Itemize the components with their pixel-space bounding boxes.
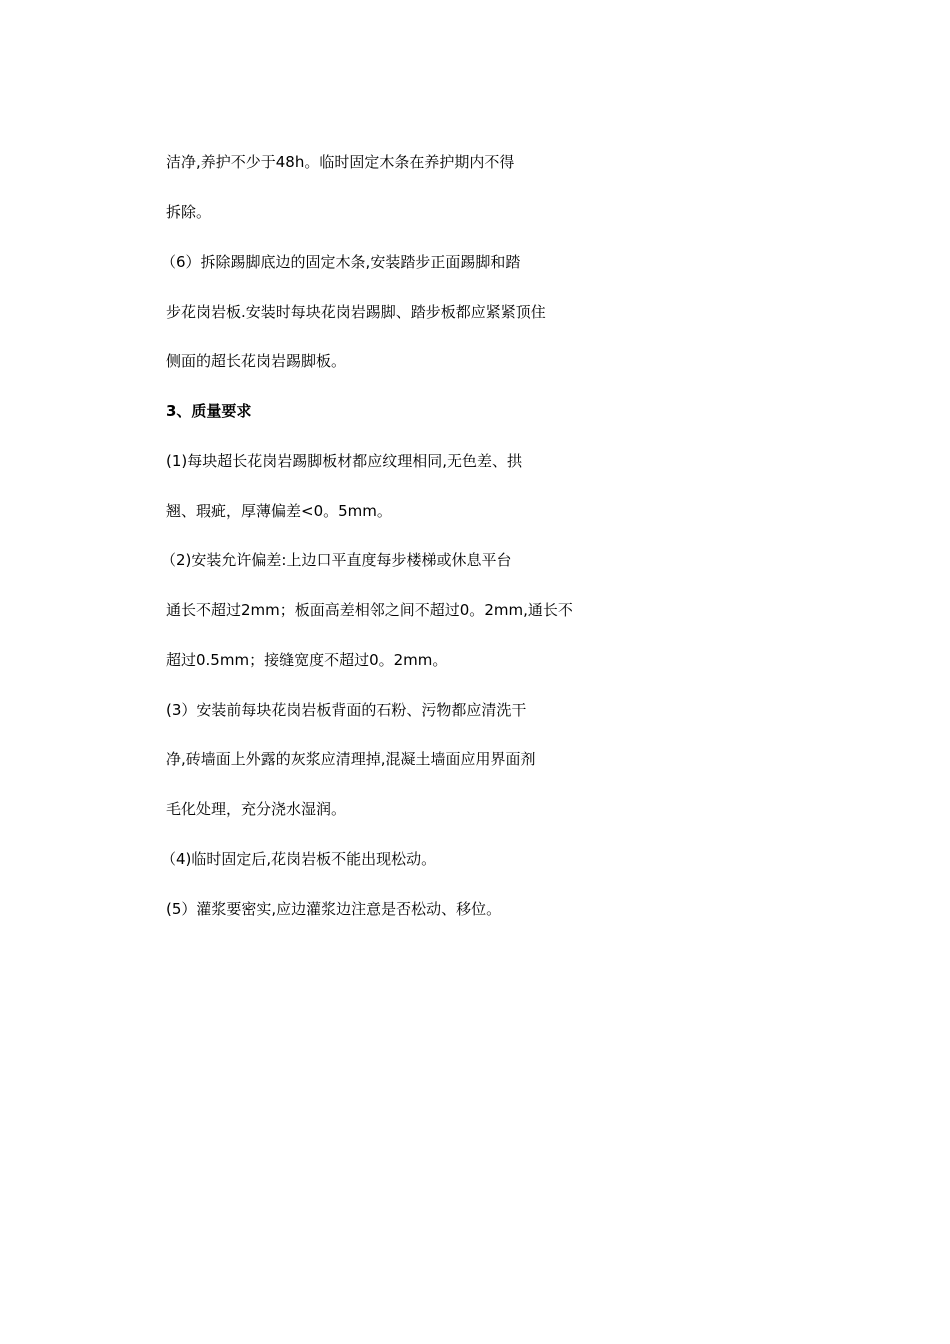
text-line: 毛化处理，充分浇水湿润。 [166, 800, 347, 818]
text-line: 洁净,养护不少于48h。临时固定木条在养护期内不得 [166, 153, 515, 171]
list-item-3: (3）安装前每块花岗岩板背面的石粉、污物都应清洗干 [166, 701, 527, 719]
list-item-6: （6）拆除踢脚底边的固定木条,安装踏步正面踢脚和踏 [161, 253, 521, 271]
list-item-4: （4)临时固定后,花岗岩板不能出现松动。 [161, 850, 437, 868]
text-line: 侧面的超长花岗岩踢脚板。 [166, 352, 347, 370]
text-line: 翘、瑕疵，厚薄偏差<0。5mm。 [166, 502, 392, 520]
section-heading: 3、质量要求 [166, 402, 252, 420]
text-line: 拆除。 [166, 203, 212, 221]
text-line: 步花岗岩板.安装时每块花岗岩踢脚、踏步板都应紧紧顶住 [166, 303, 546, 321]
list-item-1: (1)每块超长花岗岩踢脚板材都应纹理相同,无色差、拱 [166, 452, 523, 470]
list-item-5: (5）灌浆要密实,应边灌浆边注意是否松动、移位。 [166, 900, 502, 918]
text-line: 通长不超过2mm；板面高差相邻之间不超过0。2mm,通长不 [166, 601, 573, 619]
text-line: 净,砖墙面上外露的灰浆应清理掉,混凝土墙面应用界面剂 [166, 750, 536, 768]
list-item-2: （2)安装允许偏差:上边口平直度每步楼梯或休息平台 [161, 551, 512, 569]
text-line: 超过0.5mm；接缝宽度不超过0。2mm。 [166, 651, 448, 669]
